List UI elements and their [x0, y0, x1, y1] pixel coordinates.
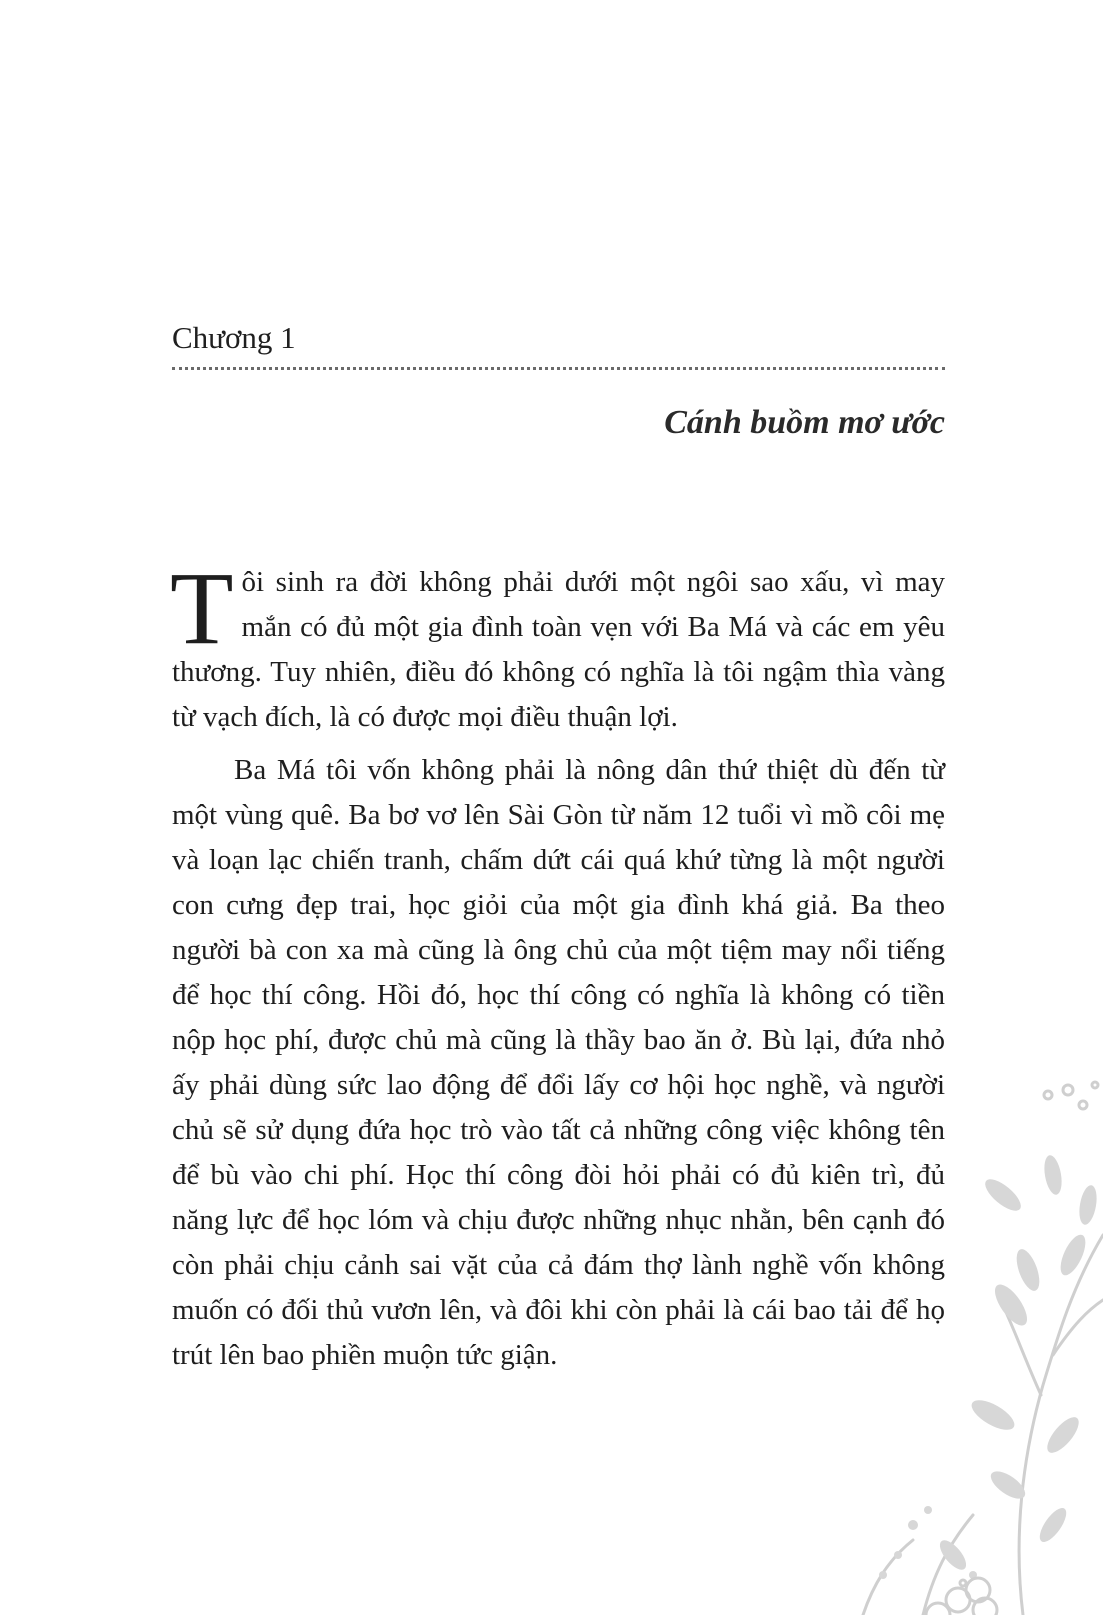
drop-cap: T: [170, 551, 234, 666]
paragraph-first: [170, 551, 945, 740]
chapter-label: Chương 1: [172, 320, 296, 355]
floral-branch-ornament-icon: [723, 1055, 1103, 1615]
chapter-title: Cánh buồm mơ ước: [664, 404, 945, 441]
paragraph-first-text: ôi sinh ra đời không phải dưới một ngôi sao xấu, vì may mắn có đủ một gia đình toàn vẹn với Ba Má và các em yêu thương. Tuy nhiên, điều đó không có nghĩa là tôi ngậm thìa vàng từ vạch đích, là có được mọi điều thuận lợi.: [172, 566, 945, 733]
paragraph-second: Ba Má tôi vốn không phải là nông dân thứ thiệt dù đến từ một vùng quê. Ba bơ vơ lên Sài Gòn từ năm 12 tuổi vì mồ côi mẹ và loạn lạc chiến tranh, chấm dứt cái quá khứ từng là một người con cưng đẹp trai, học giỏi của một gia đình khá giả. Ba theo người bà con xa mà cũng là ông chủ của một tiệm may nổi tiếng để học thí công. Hồi đó, học thí công có nghĩa là không có tiền nộp học phí, được chủ mà cũng là thầy bao ăn ở. Bù lại, đứa nhỏ ấy phải dùng sức lao động để đổi lấy cơ hội học nghề, và người chủ sẽ sử dụng đứa học trò vào tất cả những công việc không tên để bù vào chi phí. Học thí công đòi hỏi phải có đủ kiên trì, đủ năng lực để học lóm và chịu được những nhục nhằn, bên cạnh đó còn phải chịu cảnh sai vặt của cả đám thợ lành nghề vốn không muốn có đối thủ vươn lên, và đôi khi còn phải là cái bao tải để họ trút lên bao phiền muộn tức giận.: [172, 754, 945, 1371]
dotted-divider: [172, 367, 945, 370]
